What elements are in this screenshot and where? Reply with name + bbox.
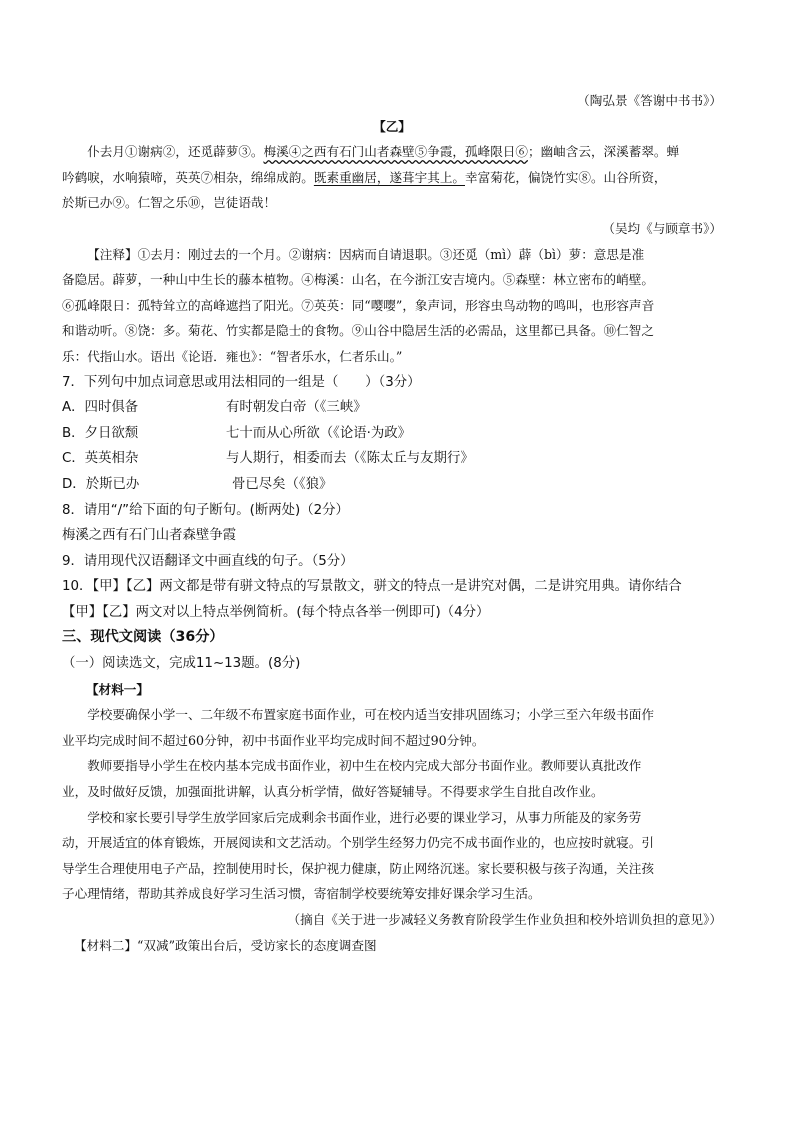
exam-page: [62, 88, 722, 958]
note-line: 和谐动听。⑧饶：多。菊花、竹实都是隐士的食物。⑨山谷中隐居生活的必需品，这里都已具备。⑩仁智之: [62, 323, 654, 339]
note-line: ⑥孤峰限日：孤特耸立的高峰遮挡了阳光。⑦英英：同“嘤嘤”，象声词，形容虫鸟动物的鸣叫，也形容声音: [62, 297, 655, 313]
question-8-sentence: 梅溪之西有石门山者森壁争霞: [62, 528, 237, 544]
material-line: 导学生合理使用电子产品，控制使用时长，保护视力健康，防止网络沉迷。家长要积极与孩子沟通，关注孩: [62, 860, 654, 876]
option-row: [62, 395, 722, 421]
material-2-title: 【材料二】“双减”政策出台后，受访家长的态度调查图: [74, 937, 377, 953]
source-line: （陶弘景《答谢中书书》）: [577, 93, 722, 108]
source-line: （吴均《与顾章书》）: [602, 220, 722, 236]
option-left: C．英英相杂: [62, 451, 139, 467]
option-left: B．夕日欲颓: [62, 425, 139, 441]
passage-title: 【乙】: [373, 118, 411, 134]
material-line: 动，开展适宜的体育锻炼，开展阅读和文艺活动。个别学生经努力仍完不成书面作业的，也应按时就寝。引: [62, 835, 654, 851]
passage-line: [62, 165, 722, 191]
question-9: 9．请用现代汉语翻译文中画直线的句子。（5分）: [62, 553, 354, 569]
passage-line: 於斯已办⑨。仁智之乐⑩，岂徒语哉！: [62, 195, 277, 211]
question-10-cont: 【甲】【乙】两文对以上特点举例简析。(每个特点各举一例即可)（4分）: [62, 604, 490, 620]
section-heading: 三、现代文阅读（36分）: [62, 629, 224, 646]
option-row: [62, 421, 722, 447]
material-title: 【材料一】: [86, 681, 149, 697]
note-line: 【注释】①去月：刚过去的一个月。②谢病：因病而自请退职。③还觅（mì）薜（bì）萝：意思是准: [87, 246, 645, 262]
option-right: 与人期行，相委而去（《陈太丘与友期行》: [226, 451, 474, 467]
option-right: 七十而从心所欲（《论语·为政》: [226, 425, 412, 441]
passage-text: 仆去月①谢病②，还觅薜萝③。: [87, 144, 264, 160]
marked-text: 梅溪④之西有石门山者森壁⑤争霞，孤峰限日⑥: [263, 144, 528, 160]
source-line: （摘自《关于进一步减轻义务教育阶段学生作业负担和校外培训负担的意见》）: [287, 912, 722, 927]
passage-text: 吟鹤唳，水响猿啼，英英⑦相杂，绵绵成韵。: [62, 169, 314, 185]
passage-line: [62, 139, 722, 165]
option-right: 骨已尽矣（《狼》: [232, 476, 333, 492]
passage-text: 幸富菊花，偏饶竹实⑧。山谷所资，: [465, 169, 667, 185]
underlined-sentence: 既素重幽居，遂葺宇其上。: [313, 169, 465, 185]
note-line: 乐：代指山水。语出《论语．雍也》：“智者乐水，仁者乐山。”: [62, 348, 403, 364]
question-8: 8．请用“/”给下面的句子断句。(断两处)（2分）: [62, 502, 349, 518]
option-left: D．於斯已办: [62, 476, 140, 492]
material-line: 学校要确保小学一、二年级不布置家庭书面作业，可在校内适当安排巩固练习；小学三至六年级书面作: [87, 707, 654, 723]
passage-text: ；幽岫含云，深溪蓄翠。蝉: [527, 144, 680, 160]
material-line: 学校和家长要引导学生放学回家后完成剩余书面作业，进行必要的课业学习，从事力所能及的家务劳: [87, 809, 642, 825]
question-7: 7．下列句中加点词意思或用法相同的一组是（ ）（3分）: [62, 374, 421, 390]
option-right: 有时朝发白帝（《三峡》: [226, 400, 367, 416]
option-row: [62, 472, 722, 498]
material-line: 业，及时做好反馈，加强面批讲解，认真分析学情，做好答疑辅导。不得要求学生自批自改作业。: [62, 784, 604, 800]
subsection-heading: （一）阅读选文，完成11~13题。(8分): [62, 656, 301, 672]
question-10: 10．【甲】【乙】两文都是带有骈文特点的写景散文，骈文的特点一是讲究对偶，二是讲究用典。请你结合: [62, 579, 682, 595]
material-line: 子心理情绪，帮助其养成良好学习生活习惯，寄宿制学校要统筹安排好课余学习生活。: [62, 886, 541, 902]
material-line: 教师要指导小学生在校内基本完成书面作业，初中生在校内完成大部分书面作业。教师要认真批改作: [87, 758, 642, 774]
material-line: 业平均完成时间不超过60分钟，初中书面作业平均完成时间不超过90分钟。: [62, 732, 485, 748]
option-left: A．四时俱备: [62, 400, 139, 416]
option-row: [62, 446, 722, 472]
note-line: 备隐居。薜萝，一种山中生长的藤本植物。④梅溪：山名，在今浙江安吉境内。⑤森壁：林立密布的峭壁。: [62, 272, 654, 288]
